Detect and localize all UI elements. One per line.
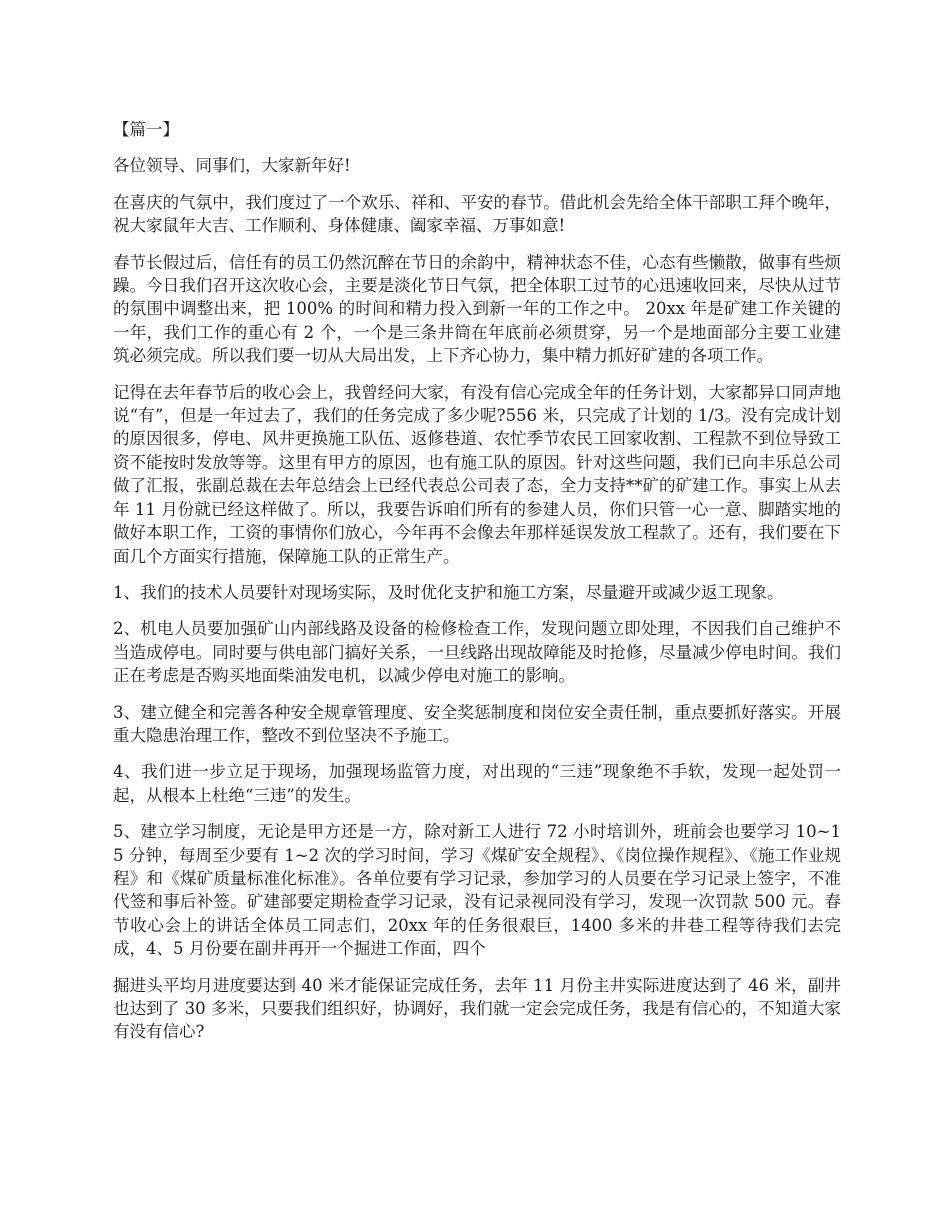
document-page: [113, 118, 841, 1057]
list-item-paragraph: 2、机电人员要加强矿山内部线路及设备的检修检查工作，发现问题立即处理，不因我们自己维护不当造成停电。同时要与供电部门搞好关系，一旦线路出现故障能及时抢修，尽量减少停电时间。我们正在考虑是否购买地面柴油发电机，以减少停电对施工的影响。: [113, 619, 841, 686]
list-item-paragraph: 5、建立学习制度，无论是甲方还是一方，除对新工人进行 72 小时培训外，班前会也要学习 10~15 分钟，每周至少要有 1~2 次的学习时间，学习《煤矿安全规程》、《岗位操作规程》、《施工作业规程》和《煤矿质量标准化标准》。各单位要有学习记录，参加学习的人员要在学习记录上签字，不准代签和事后补签。矿建部要定期检查学习记录，没有记录视同没有学习，发现一次罚款 500 元。春节收心会上的讲话全体员工同志们，20xx 年的任务很艰巨，1400 多米的井巷工程等待我们去完成，4、5 月份要在副井再开一个掘进工作面，四个: [113, 822, 841, 959]
list-item-paragraph: 3、建立健全和完善各种安全规章管理度、安全奖惩制度和岗位安全责任制，重点要抓好落实。开展重大隐患治理工作，整改不到位坚决不予施工。: [113, 702, 841, 745]
body-paragraph: 春节长假过后，信任有的员工仍然沉醉在节日的余韵中，精神状态不佳，心态有些懒散，做事有些烦躁。今日我们召开这次收心会，主要是淡化节日气氛，把全体职工过节的心迅速收回来，尽快从过节的氛围中调整出来，把 100% 的时间和精力投入到新一年的工作之中。 20xx 年是矿建工作关键的一年，我们工作的重心有 2 个，一个是三条井筒在年底前必须贯穿，另一个是地面部分主要工业建筑必须完成。所以我们要一切从大局出发，上下齐心协力，集中精力抓好矿建的各项工作。: [113, 252, 841, 366]
body-paragraph: 掘进头平均月进度要达到 40 米才能保证完成任务，去年 11 月份主井实际进度达到了 46 米，副井也达到了 30 多米，只要我们组织好，协调好，我们就一定会完成任务，我是有信心的，不知道大家有没有信心?: [113, 975, 841, 1042]
section-heading: 【篇一】: [113, 120, 179, 139]
list-item-paragraph: 1、我们的技术人员要针对现场实际，及时优化支护和施工方案，尽量避开或减少返工现象。: [113, 582, 784, 602]
greeting-paragraph: 各位领导、同事们，大家新年好!: [113, 156, 351, 176]
body-paragraph: 记得在去年春节后的收心会上，我曾经问大家，有没有信心完成全年的任务计划，大家都异口同声地说“有”，但是一年过去了，我们的任务完成了多少呢?556 米，只完成了计划的 1/3。没有完成计划的原因很多，停电、风井更换施工队伍、返修巷道、农忙季节农民工回家收割、工程款不到位导致工资不能按时发放等等。这里有甲方的原因，也有施工队的原因。针对这些问题，我们已向丰乐总公司做了汇报，张副总裁在去年总结会上已经代表总公司表了态，全力支持**矿的矿建工作。事实上从去年 11 月份就已经这样做了。所以，我要告诉咱们所有的参建人员，你们只管一心一意、脚踏实地的做好本职工作，工资的事情你们放心，今年再不会像去年那样延误发放工程款了。还有，我们要在下面几个方面实行措施，保障施工队的正常生产。: [113, 382, 841, 566]
list-item-paragraph: 4、我们进一步立足于现场，加强现场监管力度，对出现的“三违”现象绝不手软，发现一起处罚一起，从根本上杜绝“三违”的发生。: [113, 762, 841, 805]
body-paragraph: 在喜庆的气氛中，我们度过了一个欢乐、祥和、平安的春节。借此机会先给全体干部职工拜个晚年，祝大家鼠年大吉、工作顺利、身体健康、阖家幸福、万事如意!: [113, 192, 841, 236]
